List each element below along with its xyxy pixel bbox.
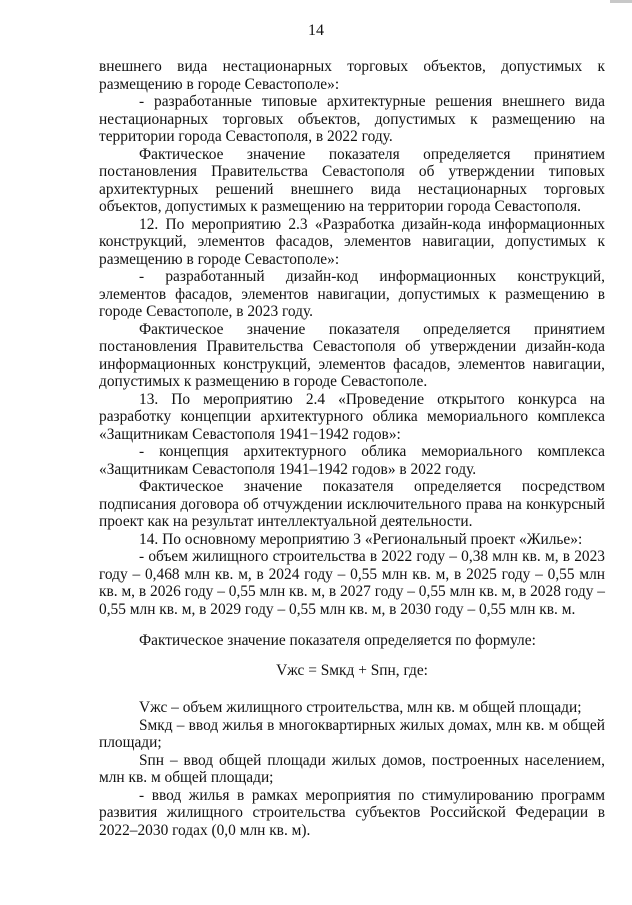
paragraph: 14. По основному мероприятию 3 «Региональный проект «Жилье»: <box>139 530 583 548</box>
paragraph: внешнего вида нестационарных торговых объектов, допустимых к размещению в городе Севастополе»: <box>99 58 605 93</box>
scan-edge-mark <box>610 0 632 3</box>
paragraph: Фактическое значение показателя определяется принятием постановления Правительства Севастополя об утверждении дизайн-кода информационных конструкций, элементов фасадов, элементов навигации, допустимых к размещению в городе Севастополе. <box>99 320 605 390</box>
paragraph: Фактическое значение показателя определяется принятием постановления Правительства Севастополя об утверждении типовых архитектурных решений внешнего вида нестационарных торговых объектов, допустимых к размещению на территории города Севастополя. <box>99 145 605 215</box>
paragraph: 13. По мероприятию 2.4 «Проведение открытого конкурса на разработку концепции архитектурного облика мемориального комплекса «Защитникам Севастополя 1941−1942 годов»: <box>99 390 605 443</box>
paragraph: Sмкд – ввод жилья в многоквартирных жилых домах, млн кв. м общей площади; <box>99 716 605 751</box>
paragraph: - разработанные типовые архитектурные решения внешнего вида нестационарных торговых объектов, допустимых к размещению на территории города Севастополя, в 2022 году. <box>99 93 605 145</box>
paragraph: 12. По мероприятию 2.3 «Разработка дизайн-кода информационных конструкций, элементов фасадов, элементов навигации, допустимых к размещению в городе Севастополе»: <box>99 215 605 268</box>
paragraph: - объем жилищного строительства в 2022 году – 0,38 млн кв. м, в 2023 году – 0,468 млн кв. м, в 2024 году – 0,55 млн кв. м, в 2025 году – 0,55 млн кв. м, в 2026 году – 0,55 млн кв. м, в 2027 году – 0,55 млн кв. м, в 2028 году – 0,55 млн кв. м, в 2029 году – 0,55 млн кв. м, в 2030 году – 0,55 млн кв. м. <box>99 548 605 618</box>
paragraph: - ввод жилья в рамках мероприятия по стимулированию программ развития жилищного строительства субъектов Российской Федерации в 2022–2030 годах (0,0 млн кв. м). <box>99 786 605 839</box>
paragraph: Sпн – ввод общей площади жилых домов, построенных населением, млн кв. м общей площади; <box>99 751 605 786</box>
body-text <box>99 58 605 839</box>
paragraph: Фактическое значение показателя определяется по формуле: <box>139 632 536 649</box>
formula: Vжс = Sмкд + Sпн, где: <box>276 661 428 679</box>
page-number: 14 <box>308 22 324 39</box>
paragraph: - концепция архитектурного облика мемориального комплекса «Защитникам Севастополя 1941–1942 годов» в 2022 году. <box>99 443 605 478</box>
paragraph: Фактическое значение показателя определяется посредством подписания договора об отчуждении исключительного права на конкурсный проект как на результат интеллектуальной деятельности. <box>99 478 605 530</box>
paragraph: - разработанный дизайн-код информационных конструкций, элементов фасадов, элементов навигации, допустимых к размещению в городе Севастополе, в 2023 году. <box>99 268 605 320</box>
paragraph: Vжс – объем жилищного строительства, млн кв. м общей площади; <box>139 699 582 716</box>
